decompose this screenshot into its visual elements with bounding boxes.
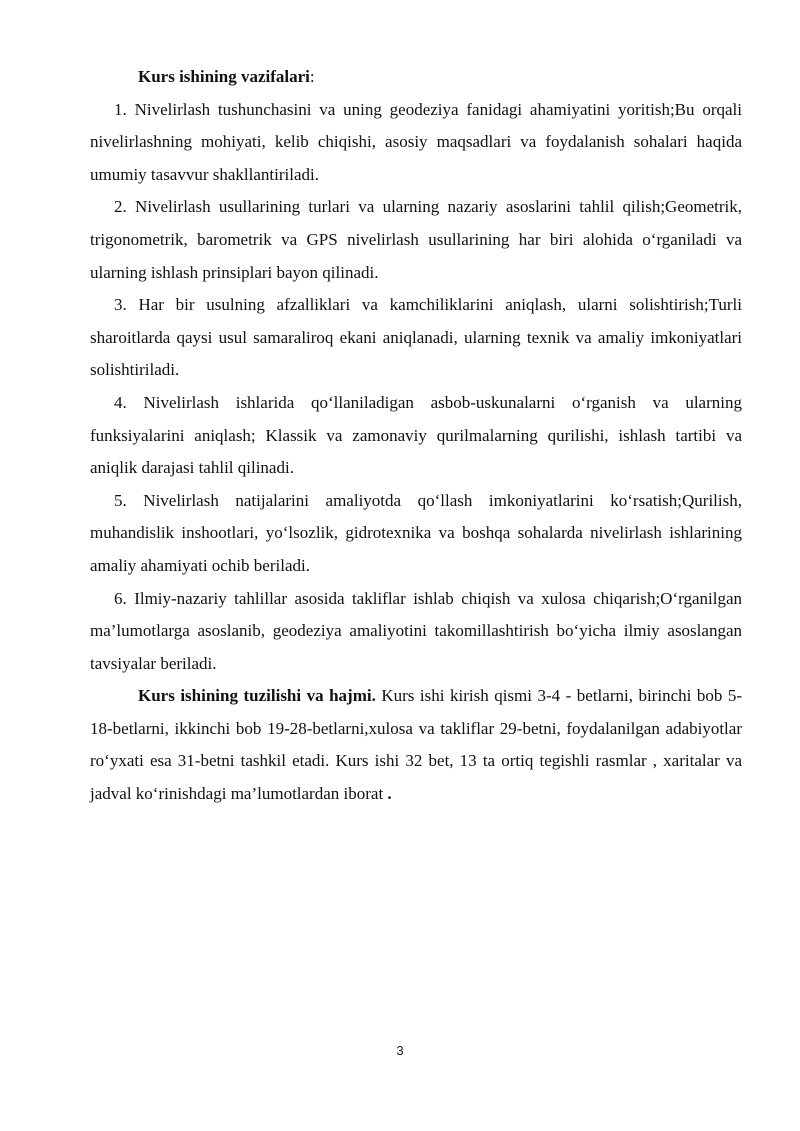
structure-end-mark: . — [387, 784, 392, 804]
task-item-6: 6. Ilmiy-nazariy tahlillar asosida takliflar ishlab chiqish va xulosa chiqarish;O‘rganilgan ma’lumotlarga asoslanib, geodeziya amaliyotini takomillashtirish bo‘yicha ilmiy asoslangan tavsiyalar beriladi. — [90, 588, 742, 673]
task-item-4: 4. Nivelirlash ishlarida qo‘llaniladigan asbob-uskunalarni o‘rganish va ularning funksiyalarini aniqlash; Klassik va zamonaviy qurilmalarning qurilishi, ishlash tartibi va aniqlik darajasi tahlil qilinadi. — [90, 392, 742, 478]
task-item-2: 2. Nivelirlash usullarining turlari va ularning nazariy asoslarini tahlil qilish;Geometrik, trigonometrik, barometrik va GPS nivelirlash usullarining har biri alohida o‘rganiladi va ularning ishlash prinsiplari bayon qilinadi. — [90, 197, 742, 282]
task-item-5: 5. Nivelirlash natijalarini amaliyotda qo‘llash imkoniyatlarini ko‘rsatish;Qurilish, muhandislik inshootlari, yo‘lsozlik, gidrotexnika va boshqa sohalarda nivelirlash ishlarining amaliy ahamiyati ochib beriladi. — [90, 490, 742, 575]
tasks-heading-line — [90, 61, 742, 94]
tasks-heading: Kurs ishining vazifalari — [138, 67, 310, 86]
page-body — [90, 61, 742, 811]
structure-paragraph — [90, 680, 742, 810]
page-number: 3 — [396, 1043, 404, 1058]
structure-heading: Kurs ishining tuzilishi va hajmi. — [138, 686, 376, 706]
task-item-1: 1. Nivelirlash tushunchasini va uning geodeziya fanidagi ahamiyatini yoritish;Bu orqali nivelirlashning mohiyati, kelib chiqishi, asosiy maqsadlari va foydalanish sohalari haqida umumiy tasavvur shakllantiriladi. — [90, 99, 742, 184]
structure-text: Kurs ishi kirish qismi 3-4 - betlarni, birinchi bob 5-18-betlarni, ikkinchi bob 19-28-betlarni,xulosa va takliflar 29-betni, foydalanilgan adabiyotlar ro‘yxati esa 31-betni tashkil etadi. Kurs ishi 32 bet, 13 ta ortiq tegishli rasmlar , xaritalar va jadval ko‘rinishdagi ma’lumotlardan iborat — [90, 686, 742, 804]
task-item-3: 3. Har bir usulning afzalliklari va kamchiliklarini aniqlash, ularni solishtirish;Turli sharoitlarda qaysi usul samaraliroq ekani aniqlanadi, ularning texnik va amaliy imkoniyatlari solishtiriladi. — [90, 295, 742, 380]
tasks-heading-colon: : — [309, 67, 315, 86]
